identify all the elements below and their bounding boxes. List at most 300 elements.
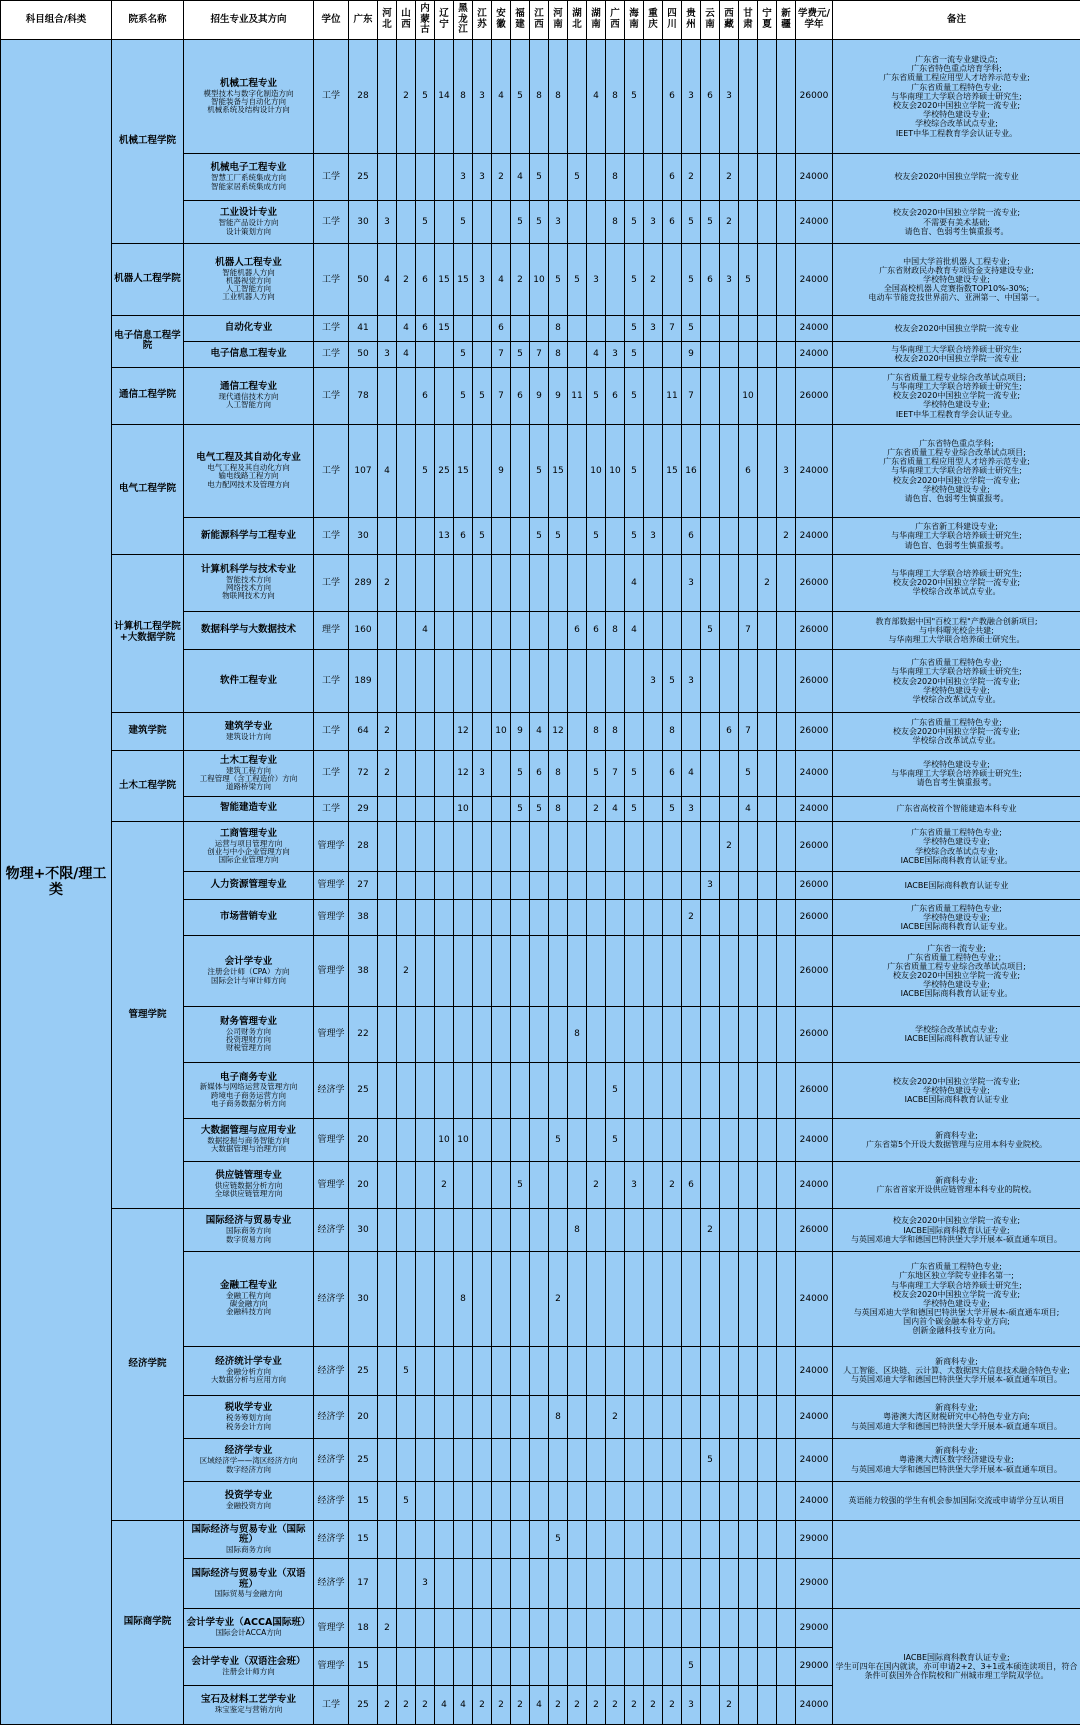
quota-cell: 9 [530, 367, 549, 424]
major-direction: 投资理财方向 [185, 1036, 312, 1044]
fee-cell: 26000 [796, 611, 833, 650]
quota-cell [644, 153, 663, 200]
quota-cell [378, 1520, 397, 1559]
quota-cell [435, 367, 454, 424]
quota-cell: 5 [530, 796, 549, 822]
quota-cell [568, 1559, 587, 1608]
degree-cell: 工学 [314, 341, 349, 367]
quota-cell [454, 1209, 473, 1252]
major-name: 宝石及材料工艺学专业 [185, 1695, 312, 1706]
quota-cell [397, 153, 416, 200]
quota-cell [682, 1252, 701, 1347]
quota-cell: 2 [682, 899, 701, 936]
quota-cell: 2 [435, 1161, 454, 1208]
fee-cell: 24000 [796, 796, 833, 822]
quota-cell: 8 [549, 316, 568, 342]
quota-cell [720, 1396, 739, 1439]
quota-cell: 30 [349, 1252, 378, 1347]
quota-cell: 3 [682, 650, 701, 712]
major-cell [184, 316, 314, 342]
quota-cell [530, 650, 549, 712]
quota-cell [397, 1439, 416, 1482]
quota-cell [473, 611, 492, 650]
quota-cell [682, 712, 701, 751]
major-direction: 金融分析方向 [185, 1368, 312, 1376]
fee-cell: 29000 [796, 1559, 833, 1608]
quota-cell [492, 1608, 511, 1647]
quota-cell [720, 936, 739, 1007]
degree-cell: 工学 [314, 424, 349, 518]
major-direction: 国际商务方向 [185, 1546, 312, 1554]
quota-cell: 6 [701, 244, 720, 316]
quota-cell [511, 611, 530, 650]
major-name: 工业设计专业 [185, 208, 312, 219]
quota-cell [530, 1252, 549, 1347]
quota-cell [720, 1209, 739, 1252]
fee-cell: 29000 [796, 1647, 833, 1686]
quota-cell [530, 554, 549, 611]
quota-cell [625, 1007, 644, 1063]
quota-cell: 4 [625, 611, 644, 650]
header-row [1, 1, 1080, 40]
quota-cell [492, 796, 511, 822]
degree-cell: 经济学 [314, 1209, 349, 1252]
quota-cell [777, 1007, 796, 1063]
quota-cell [606, 1161, 625, 1208]
quota-cell: 5 [625, 244, 644, 316]
quota-cell [435, 1396, 454, 1439]
quota-cell [416, 1346, 435, 1395]
quota-cell: 3 [682, 40, 701, 154]
quota-cell [682, 1482, 701, 1521]
quota-cell [701, 341, 720, 367]
header-province: 江苏 [473, 1, 492, 40]
major-direction: 道路桥梁方向 [185, 783, 312, 791]
quota-cell: 4 [378, 244, 397, 316]
quota-cell [530, 1559, 549, 1608]
quota-cell [378, 153, 397, 200]
header-province: 江西 [530, 1, 549, 40]
quota-cell [720, 367, 739, 424]
degree-cell: 经济学 [314, 1252, 349, 1347]
major-direction: 智能机器人方向 [185, 269, 312, 277]
major-cell [184, 1608, 314, 1647]
quota-cell [454, 1007, 473, 1063]
major-direction: 珠宝鉴定与营销方向 [185, 1706, 312, 1714]
quota-cell [701, 936, 720, 1007]
degree-cell: 管理学 [314, 1608, 349, 1647]
major-direction: 机器视觉方向 [185, 277, 312, 285]
quota-cell: 5 [549, 518, 568, 555]
college-name: 机械工程学院 [112, 40, 184, 244]
major-direction: 大数据分析与应用方向 [185, 1376, 312, 1384]
quota-cell [739, 1062, 758, 1118]
quota-cell: 41 [349, 316, 378, 342]
quota-cell [549, 1007, 568, 1063]
quota-cell: 2 [682, 153, 701, 200]
quota-cell [492, 1396, 511, 1439]
quota-cell: 6 [530, 751, 549, 796]
major-cell [184, 244, 314, 316]
quota-cell: 3 [682, 796, 701, 822]
quota-cell [511, 1608, 530, 1647]
quota-cell: 15 [549, 424, 568, 518]
major-direction: 国际商务方向 [185, 1227, 312, 1235]
quota-cell: 3 [701, 871, 720, 899]
quota-cell: 25 [349, 1062, 378, 1118]
major-name: 软件工程专业 [185, 676, 312, 687]
quota-cell [473, 316, 492, 342]
quota-cell: 3 [682, 554, 701, 611]
major-direction: 电力配网技术及管理方向 [185, 481, 312, 489]
fee-cell: 26000 [796, 936, 833, 1007]
quota-cell [663, 554, 682, 611]
major-cell [184, 650, 314, 712]
quota-cell [777, 341, 796, 367]
quota-cell [530, 611, 549, 650]
quota-cell [511, 554, 530, 611]
quota-cell [397, 1559, 416, 1608]
quota-cell: 2 [397, 936, 416, 1007]
quota-cell: 5 [606, 1118, 625, 1161]
quota-cell: 5 [663, 650, 682, 712]
quota-cell [492, 751, 511, 796]
remark-cell: 广东省一流专业; 广东省质量工程特色专业;； 广东省质量工程专业综合改革试点项目; 校友会2020中国独立学院一流专业; 学校特色建设专业; IACBE国际商科教育认证专业。 [833, 936, 1080, 1007]
quota-cell: 13 [435, 518, 454, 555]
quota-cell [587, 1608, 606, 1647]
quota-cell [777, 1686, 796, 1725]
quota-cell [739, 899, 758, 936]
quota-cell [701, 424, 720, 518]
quota-cell [739, 316, 758, 342]
major-name: 市场营销专业 [185, 912, 312, 923]
major-direction: 智能家居系统集成方向 [185, 183, 312, 191]
quota-cell [606, 899, 625, 936]
major-direction: 跨境电子商务运营方向 [185, 1092, 312, 1100]
major-cell [184, 822, 314, 871]
quota-cell [549, 1647, 568, 1686]
quota-cell: 3 [454, 153, 473, 200]
table-row [1, 367, 1080, 424]
major-cell [184, 611, 314, 650]
quota-cell [473, 424, 492, 518]
quota-cell: 10 [530, 244, 549, 316]
quota-cell: 14 [435, 40, 454, 154]
fee-cell: 24000 [796, 153, 833, 200]
quota-cell [454, 1161, 473, 1208]
quota-cell: 5 [416, 201, 435, 244]
quota-cell: 5 [511, 201, 530, 244]
major-name: 智能建造专业 [185, 803, 312, 814]
quota-cell [758, 936, 777, 1007]
quota-cell: 3 [644, 650, 663, 712]
quota-cell [701, 1062, 720, 1118]
quota-cell: 6 [739, 424, 758, 518]
quota-cell [625, 1062, 644, 1118]
quota-cell [758, 341, 777, 367]
quota-cell: 12 [454, 712, 473, 751]
quota-cell [720, 1520, 739, 1559]
quota-cell: 2 [720, 201, 739, 244]
quota-cell: 8 [606, 611, 625, 650]
remark-cell: 广东省质量工程特色专业; 广东地区独立学院专业排名第一; 与华南理工大学联合培养硕士研究生; 校友会2020中国独立学院一流专业; 学校特色建设专业; 与英国邓迪大学和德国巴特洪堡大学开展本-硕直通车项目; 国内首个碳金融本科专业方向; 创新金融科技专业方向。 [833, 1252, 1080, 1347]
quota-cell [739, 554, 758, 611]
quota-cell [701, 1007, 720, 1063]
quota-cell [758, 1209, 777, 1252]
quota-cell [720, 554, 739, 611]
header-fee: 学费元/学年 [796, 1, 833, 40]
quota-cell [378, 1559, 397, 1608]
major-name: 通信工程专业 [185, 382, 312, 393]
college-name: 土木工程学院 [112, 751, 184, 822]
quota-cell [568, 316, 587, 342]
quota-cell [473, 1118, 492, 1161]
quota-cell [701, 751, 720, 796]
quota-cell: 30 [349, 1209, 378, 1252]
quota-cell [644, 796, 663, 822]
header-remark: 备注 [833, 1, 1080, 40]
quota-cell [435, 611, 454, 650]
quota-cell [511, 1346, 530, 1395]
quota-cell [378, 871, 397, 899]
remark-cell: 广东省质量工程特色专业; 学校特色建设专业; 学校综合改革试点专业; IACBE国际商科教育认证专业。 [833, 822, 1080, 871]
quota-cell [663, 1559, 682, 1608]
quota-cell [435, 1252, 454, 1347]
remark-cell: 与华南理工大学联合培养硕士研究生; 校友会2020中国独立学院一流专业 [833, 341, 1080, 367]
quota-cell: 7 [492, 341, 511, 367]
quota-cell [378, 611, 397, 650]
quota-cell [701, 1161, 720, 1208]
quota-cell [758, 424, 777, 518]
degree-cell: 管理学 [314, 871, 349, 899]
quota-cell: 6 [492, 316, 511, 342]
major-name: 会计学专业 [185, 957, 312, 968]
fee-cell: 24000 [796, 1396, 833, 1439]
quota-cell [758, 1647, 777, 1686]
major-cell [184, 1439, 314, 1482]
quota-cell [701, 712, 720, 751]
quota-cell [663, 518, 682, 555]
quota-cell: 4 [492, 40, 511, 154]
major-cell [184, 554, 314, 611]
quota-cell: 3 [473, 40, 492, 154]
quota-cell: 2 [568, 1686, 587, 1725]
quota-cell: 107 [349, 424, 378, 518]
quota-cell [568, 899, 587, 936]
header-province: 内蒙古 [416, 1, 435, 40]
quota-cell: 38 [349, 899, 378, 936]
fee-cell: 26000 [796, 1209, 833, 1252]
quota-cell [416, 1396, 435, 1439]
degree-cell: 理学 [314, 611, 349, 650]
quota-cell [739, 40, 758, 154]
quota-cell [587, 871, 606, 899]
fee-cell: 26000 [796, 822, 833, 871]
quota-cell [758, 1559, 777, 1608]
quota-cell [663, 899, 682, 936]
major-name: 国际经济与贸易专业（双语班） [185, 1569, 312, 1591]
quota-cell [397, 1252, 416, 1347]
major-direction: 公司财务方向 [185, 1028, 312, 1036]
quota-cell [492, 1252, 511, 1347]
quota-cell [378, 899, 397, 936]
quota-cell: 5 [663, 796, 682, 822]
quota-cell [568, 796, 587, 822]
quota-cell [625, 822, 644, 871]
quota-cell [701, 1647, 720, 1686]
quota-cell: 25 [435, 424, 454, 518]
major-name: 电子信息工程专业 [185, 349, 312, 360]
quota-cell [739, 1608, 758, 1647]
group-cell: 物理+不限/理工类 [1, 40, 112, 1725]
quota-cell: 50 [349, 244, 378, 316]
quota-cell [587, 1396, 606, 1439]
major-direction: 数字经济方向 [185, 1466, 312, 1474]
quota-cell [625, 1559, 644, 1608]
quota-cell [435, 1346, 454, 1395]
quota-cell [435, 1209, 454, 1252]
header-major: 招生专业及其方向 [184, 1, 314, 40]
major-name: 会计学专业（双语注会班） [185, 1657, 312, 1668]
quota-cell [549, 936, 568, 1007]
major-cell [184, 40, 314, 154]
header-province: 新疆 [777, 1, 796, 40]
quota-cell [568, 1439, 587, 1482]
quota-cell [663, 1647, 682, 1686]
fee-cell: 29000 [796, 1608, 833, 1647]
quota-cell: 2 [720, 822, 739, 871]
quota-cell [435, 201, 454, 244]
quota-cell [739, 341, 758, 367]
degree-cell: 经济学 [314, 1482, 349, 1521]
quota-cell [435, 650, 454, 712]
quota-cell [397, 1608, 416, 1647]
quota-cell: 2 [663, 1686, 682, 1725]
quota-cell [758, 316, 777, 342]
quota-cell: 2 [549, 1252, 568, 1347]
major-direction: 数据挖掘与商务智能方向 [185, 1137, 312, 1145]
quota-cell [397, 367, 416, 424]
quota-cell [397, 201, 416, 244]
quota-cell [739, 871, 758, 899]
major-name: 自动化专业 [185, 323, 312, 334]
quota-cell [530, 1007, 549, 1063]
quota-cell [435, 936, 454, 1007]
remark-cell: 新商科专业; 粤港澳大湾区财税研究中心特色专业方向; 与英国邓迪大学和德国巴特洪堡大学开展本-硕直通车项目。 [833, 1396, 1080, 1439]
quota-cell [777, 936, 796, 1007]
header-province: 贵州 [682, 1, 701, 40]
remark-cell: 广东省一流专业建设点; 广东省特色重点培育学科; 广东省质量工程应用型人才培养示范专业; 广东省质量工程特色专业; 与华南理工大学联合培养硕士研究生; 校友会2020中国独立学院一流专业; 学校特色建设专业; 学校综合改革试点专业; IEET中华工程教育学会认证专业。 [833, 40, 1080, 154]
quota-cell [663, 1346, 682, 1395]
quota-cell [777, 1482, 796, 1521]
quota-cell: 7 [530, 341, 549, 367]
major-direction: 智慧工厂系统集成方向 [185, 174, 312, 182]
quota-cell: 3 [473, 751, 492, 796]
quota-cell [568, 1252, 587, 1347]
quota-cell: 2 [511, 244, 530, 316]
quota-cell: 3 [644, 316, 663, 342]
quota-cell [701, 822, 720, 871]
quota-cell [511, 822, 530, 871]
quota-cell [606, 1252, 625, 1347]
remark-cell: 校友会2020中国独立学院一流专业; IACBE国际商科教育认证专业; 与英国邓迪大学和德国巴特洪堡大学开展本-硕直通车项目。 [833, 1209, 1080, 1252]
major-name: 供应链管理专业 [185, 1171, 312, 1182]
quota-cell: 9 [492, 424, 511, 518]
quota-cell [663, 1520, 682, 1559]
quota-cell [397, 871, 416, 899]
major-direction: 国际贸易与金融方向 [185, 1590, 312, 1598]
quota-cell [530, 1482, 549, 1521]
header-province: 甘肃 [739, 1, 758, 40]
quota-cell: 2 [492, 153, 511, 200]
quota-cell: 5 [549, 1520, 568, 1559]
fee-cell: 24000 [796, 201, 833, 244]
quota-cell [701, 153, 720, 200]
quota-cell: 8 [568, 1007, 587, 1063]
quota-cell [511, 650, 530, 712]
quota-cell [587, 650, 606, 712]
quota-cell [720, 1346, 739, 1395]
quota-cell: 5 [397, 1346, 416, 1395]
quota-cell [511, 1647, 530, 1686]
major-cell [184, 1647, 314, 1686]
quota-cell [568, 650, 587, 712]
quota-cell: 6 [416, 244, 435, 316]
quota-cell [606, 1608, 625, 1647]
major-cell [184, 1118, 314, 1161]
quota-cell [758, 796, 777, 822]
quota-cell: 22 [349, 1007, 378, 1063]
quota-cell [606, 1439, 625, 1482]
quota-cell [549, 899, 568, 936]
table-row [1, 554, 1080, 611]
quota-cell: 4 [625, 554, 644, 611]
quota-cell [511, 1118, 530, 1161]
quota-cell: 4 [511, 153, 530, 200]
quota-cell: 28 [349, 822, 378, 871]
quota-cell [435, 1520, 454, 1559]
quota-cell: 25 [349, 1346, 378, 1395]
quota-cell: 5 [739, 751, 758, 796]
quota-cell [758, 1608, 777, 1647]
quota-cell [625, 1252, 644, 1347]
quota-cell [644, 1062, 663, 1118]
quota-cell: 6 [454, 518, 473, 555]
quota-cell: 27 [349, 871, 378, 899]
quota-cell [758, 201, 777, 244]
major-name: 数据科学与大数据技术 [185, 625, 312, 636]
major-cell [184, 899, 314, 936]
quota-cell [378, 1007, 397, 1063]
quota-cell [644, 1252, 663, 1347]
quota-cell [663, 341, 682, 367]
remark-cell: 广东省质量工程特色专业; 与华南理工大学联合培养硕士研究生; 校友会2020中国独立学院一流专业; 学校特色建设专业; 学校综合改革试点专业。 [833, 650, 1080, 712]
degree-cell: 经济学 [314, 1396, 349, 1439]
quota-cell [682, 1118, 701, 1161]
quota-cell [777, 1252, 796, 1347]
quota-cell: 6 [568, 611, 587, 650]
major-direction: 财税管理方向 [185, 1044, 312, 1052]
quota-cell: 2 [663, 1161, 682, 1208]
remark-cell: 校友会2020中国独立学院一流专业 [833, 153, 1080, 200]
major-name: 国际经济与贸易专业（国际班） [185, 1525, 312, 1547]
quota-cell: 160 [349, 611, 378, 650]
quota-cell [473, 1209, 492, 1252]
quota-cell [378, 1482, 397, 1521]
quota-cell [378, 1647, 397, 1686]
quota-cell: 10 [454, 796, 473, 822]
quota-cell: 25 [349, 153, 378, 200]
